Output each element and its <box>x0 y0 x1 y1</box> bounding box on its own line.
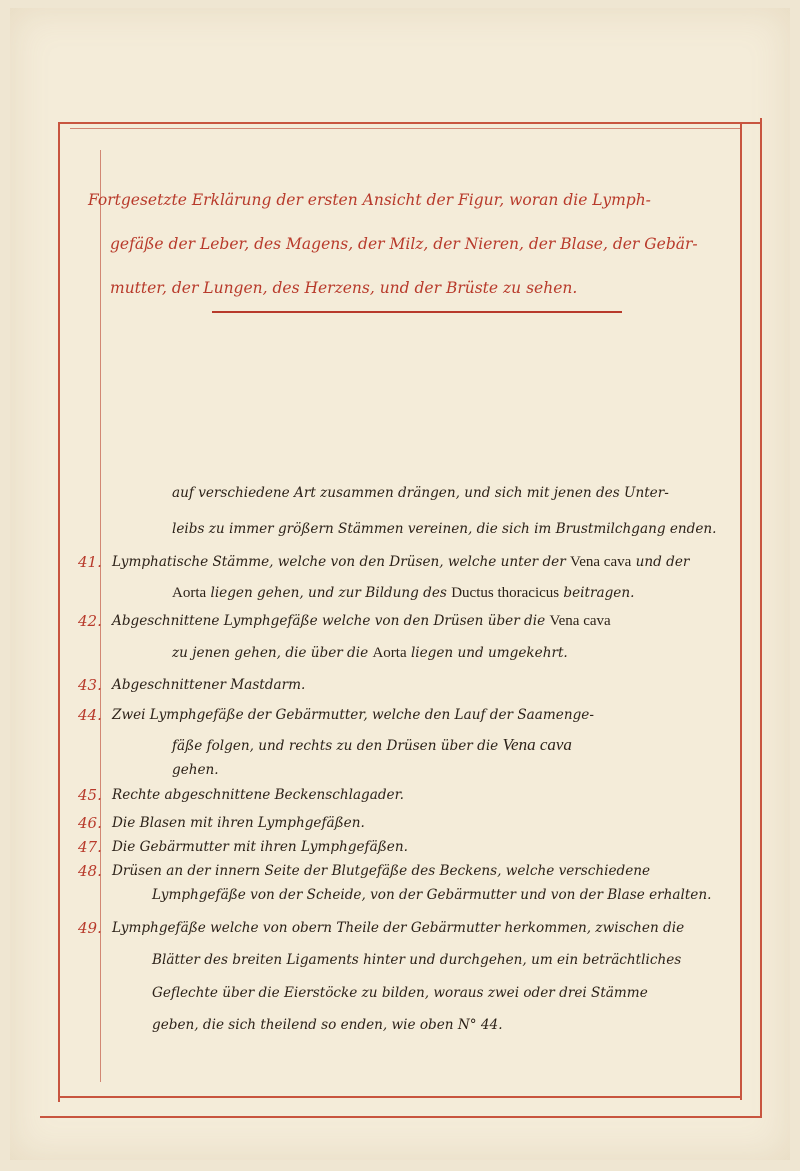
entry-number: 46. <box>78 814 102 832</box>
heading-line: gefäße der Leber, des Magens, der Milz, der Nieren, der Blase, der Gebär- <box>110 235 698 253</box>
entry-text: Lymphgefäße welche von obern Theile der Gebärmutter herkommen, zwischen die <box>112 920 685 936</box>
list-item <box>0 700 800 730</box>
entry-number: 45. <box>78 786 102 804</box>
entry-text: Drüsen an der innern Seite der Blutgefäße des Beckens, welche verschiedene <box>112 863 651 879</box>
entry-text: auf verschiedene Art zusammen drängen, und sich mit jenen des Unter- <box>172 485 669 501</box>
list-item <box>0 780 800 810</box>
entry-text: Geflechte über die Eierstöcke zu bilden, woraus zwei oder drei Stämme <box>152 985 648 1001</box>
entry-number: 48. <box>78 862 102 880</box>
entry-text: Die Gebärmutter mit ihren Lymphgefäßen. <box>112 839 408 855</box>
list-item <box>0 514 800 544</box>
heading-line: mutter, der Lungen, des Herzens, und der Brüste zu sehen. <box>110 279 578 297</box>
entry-text: Die Blasen mit ihren Lymphgefäßen. <box>112 815 365 831</box>
entry-number: 42. <box>78 612 102 630</box>
entry-text: Rechte abgeschnittene Beckenschlagader. <box>112 787 404 803</box>
list-item <box>0 478 800 508</box>
entry-text: Abgeschnittener Mastdarm. <box>112 677 306 693</box>
entry-text: geben, die sich theilend so enden, wie oben N° 44. <box>152 1017 503 1033</box>
entry-text: Aorta liegen gehen, und zur Bildung des Ductus thoracicus beitragen. <box>172 585 635 601</box>
list-item <box>0 670 800 700</box>
entry-text: fäße folgen, und rechts zu den Drüsen über die Vena cava <box>172 735 572 754</box>
list-item <box>0 578 800 608</box>
entry-text: Lymphgefäße von der Scheide, von der Gebärmutter und von der Blase erhalten. <box>152 887 712 903</box>
entry-text: Abgeschnittene Lymphgefäße welche von den Drüsen über die Vena cava <box>112 613 611 629</box>
entry-text: Zwei Lymphgefäße der Gebärmutter, welche den Lauf der Saamenge- <box>112 707 594 723</box>
entry-number: 41. <box>78 553 102 571</box>
list-item <box>0 978 800 1008</box>
list-item <box>0 606 800 636</box>
entry-text: Blätter des breiten Ligaments hinter und durchgehen, um ein beträchtliches <box>152 952 682 968</box>
entry-number: 43. <box>78 676 102 694</box>
entry-number: 44. <box>78 706 102 724</box>
entry-text: Lymphatische Stämme, welche von den Drüsen, welche unter der Vena cava und der <box>112 554 690 570</box>
list-item <box>0 638 800 668</box>
entry-text: gehen. <box>172 762 219 778</box>
entry-text: leibs zu immer größern Stämmen vereinen, die sich im Brustmilchgang enden. <box>172 521 717 537</box>
list-item <box>0 1010 800 1040</box>
entry-number: 47. <box>78 838 102 856</box>
list-item <box>0 913 800 943</box>
list-item <box>0 945 800 975</box>
list-item <box>0 547 800 577</box>
list-item <box>0 880 800 910</box>
heading-line: Fortgesetzte Erklärung der ersten Ansicht der Figur, woran die Lymph- <box>88 191 651 209</box>
entry-number: 49. <box>78 919 102 937</box>
entry-text: zu jenen gehen, die über die Aorta liegen und umgekehrt. <box>172 645 568 661</box>
